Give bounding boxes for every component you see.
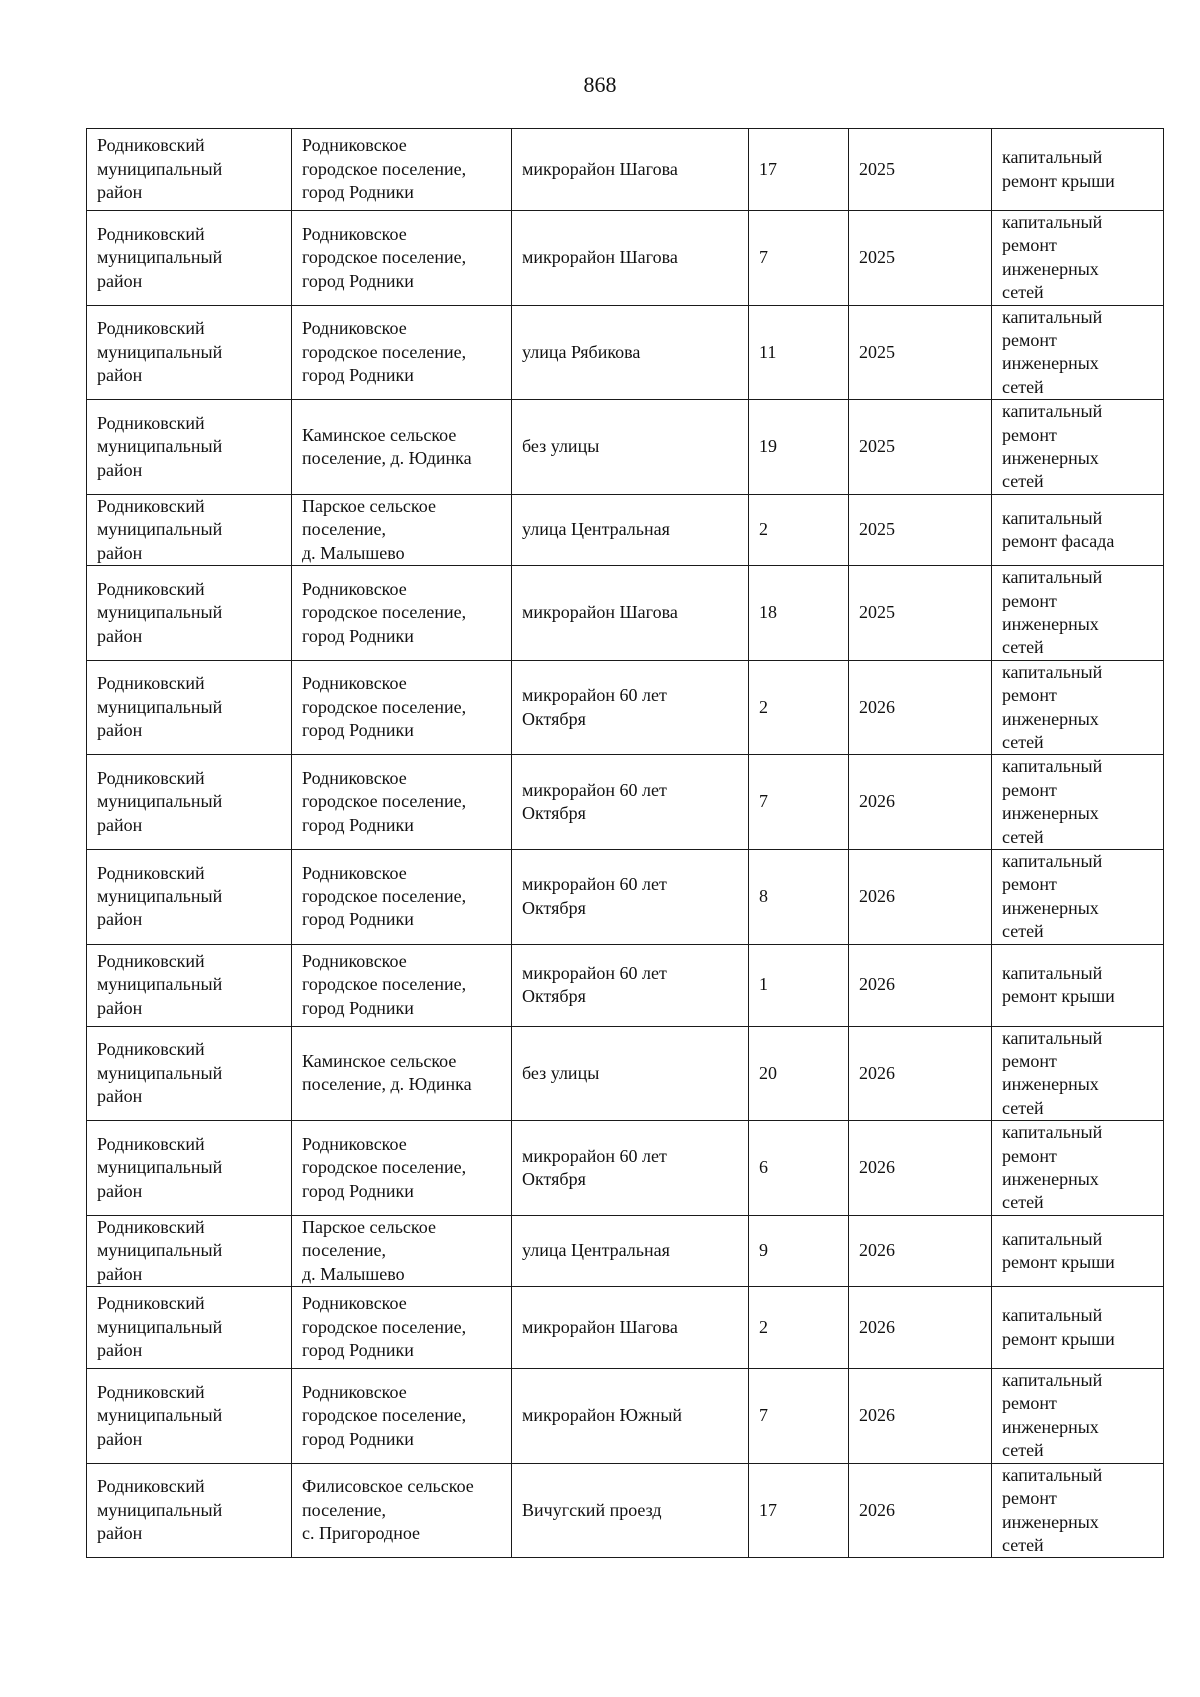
- cell-street: микрорайон Шагова: [512, 129, 749, 211]
- cell-house-number: 2: [749, 660, 849, 755]
- cell-house-number: 20: [749, 1026, 849, 1121]
- cell-year: 2025: [849, 305, 992, 400]
- cell-work-type: капитальный ремонт инженерных сетей: [992, 211, 1164, 306]
- cell-street: микрорайон 60 лет Октября: [512, 1121, 749, 1216]
- cell-house-number: 9: [749, 1215, 849, 1286]
- cell-settlement: Родниковское городское поселение, город Родники: [292, 944, 512, 1026]
- cell-district: Родниковский муниципальный район: [87, 755, 292, 850]
- cell-work-type: капитальный ремонт инженерных сетей: [992, 566, 1164, 661]
- cell-district: Родниковский муниципальный район: [87, 1121, 292, 1216]
- cell-street: микрорайон 60 лет Октября: [512, 755, 749, 850]
- cell-work-type: капитальный ремонт инженерных сетей: [992, 1463, 1164, 1558]
- cell-work-type: капитальный ремонт инженерных сетей: [992, 400, 1164, 495]
- cell-year: 2026: [849, 1287, 992, 1369]
- cell-house-number: 7: [749, 1369, 849, 1464]
- cell-street: улица Центральная: [512, 1215, 749, 1286]
- cell-house-number: 2: [749, 494, 849, 565]
- cell-settlement: Каминское сельское поселение, д. Юдинка: [292, 1026, 512, 1121]
- cell-year: 2026: [849, 660, 992, 755]
- cell-house-number: 7: [749, 755, 849, 850]
- cell-district: Родниковский муниципальный район: [87, 944, 292, 1026]
- cell-year: 2025: [849, 566, 992, 661]
- cell-year: 2025: [849, 400, 992, 495]
- cell-work-type: капитальный ремонт инженерных сетей: [992, 849, 1164, 944]
- cell-settlement: Родниковское городское поселение, город Родники: [292, 566, 512, 661]
- cell-house-number: 19: [749, 400, 849, 495]
- cell-work-type: капитальный ремонт инженерных сетей: [992, 1026, 1164, 1121]
- cell-street: микрорайон 60 лет Октября: [512, 944, 749, 1026]
- cell-house-number: 17: [749, 1463, 849, 1558]
- table-row: [87, 211, 1164, 306]
- cell-settlement: Парское сельское поселение, д. Малышево: [292, 1215, 512, 1286]
- table-row: [87, 494, 1164, 565]
- cell-work-type: капитальный ремонт крыши: [992, 129, 1164, 211]
- cell-district: Родниковский муниципальный район: [87, 1369, 292, 1464]
- table-row: [87, 305, 1164, 400]
- table-row: [87, 660, 1164, 755]
- cell-district: Родниковский муниципальный район: [87, 660, 292, 755]
- cell-house-number: 11: [749, 305, 849, 400]
- cell-street: без улицы: [512, 1026, 749, 1121]
- cell-house-number: 2: [749, 1287, 849, 1369]
- cell-district: Родниковский муниципальный район: [87, 494, 292, 565]
- cell-district: Родниковский муниципальный район: [87, 1463, 292, 1558]
- table-row: [87, 755, 1164, 850]
- table-row: [87, 129, 1164, 211]
- table-row: [87, 400, 1164, 495]
- cell-year: 2026: [849, 944, 992, 1026]
- cell-work-type: капитальный ремонт инженерных сетей: [992, 1369, 1164, 1464]
- cell-settlement: Каминское сельское поселение, д. Юдинка: [292, 400, 512, 495]
- table-row: [87, 566, 1164, 661]
- table-row: [87, 849, 1164, 944]
- cell-district: Родниковский муниципальный район: [87, 400, 292, 495]
- cell-work-type: капитальный ремонт инженерных сетей: [992, 755, 1164, 850]
- table-row: [87, 1121, 1164, 1216]
- cell-settlement: Родниковское городское поселение, город Родники: [292, 755, 512, 850]
- table-row: [87, 1026, 1164, 1121]
- cell-work-type: капитальный ремонт инженерных сетей: [992, 660, 1164, 755]
- cell-year: 2026: [849, 1026, 992, 1121]
- cell-year: 2026: [849, 755, 992, 850]
- table-row: [87, 1463, 1164, 1558]
- cell-work-type: капитальный ремонт инженерных сетей: [992, 305, 1164, 400]
- cell-settlement: Филисовское сельское поселение, с. Пригородное: [292, 1463, 512, 1558]
- cell-settlement: Родниковское городское поселение, город Родники: [292, 849, 512, 944]
- cell-settlement: Родниковское городское поселение, город Родники: [292, 1287, 512, 1369]
- cell-year: 2026: [849, 1121, 992, 1216]
- cell-street: Вичугский проезд: [512, 1463, 749, 1558]
- cell-year: 2026: [849, 1369, 992, 1464]
- cell-district: Родниковский муниципальный район: [87, 129, 292, 211]
- cell-street: улица Рябикова: [512, 305, 749, 400]
- page-number: 868: [583, 72, 617, 97]
- cell-district: Родниковский муниципальный район: [87, 849, 292, 944]
- cell-year: 2025: [849, 129, 992, 211]
- cell-district: Родниковский муниципальный район: [87, 1215, 292, 1286]
- table-body: [87, 129, 1164, 1558]
- cell-district: Родниковский муниципальный район: [87, 211, 292, 306]
- cell-street: улица Центральная: [512, 494, 749, 565]
- cell-house-number: 1: [749, 944, 849, 1026]
- cell-work-type: капитальный ремонт фасада: [992, 494, 1164, 565]
- table-row: [87, 1369, 1164, 1464]
- cell-settlement: Родниковское городское поселение, город Родники: [292, 660, 512, 755]
- cell-settlement: Родниковское городское поселение, город Родники: [292, 1121, 512, 1216]
- table-row: [87, 1287, 1164, 1369]
- cell-year: 2025: [849, 211, 992, 306]
- cell-settlement: Родниковское городское поселение, город Родники: [292, 211, 512, 306]
- cell-house-number: 17: [749, 129, 849, 211]
- cell-settlement: Парское сельское поселение, д. Малышево: [292, 494, 512, 565]
- cell-street: микрорайон Шагова: [512, 1287, 749, 1369]
- cell-work-type: капитальный ремонт крыши: [992, 944, 1164, 1026]
- cell-house-number: 8: [749, 849, 849, 944]
- cell-settlement: Родниковское городское поселение, город Родники: [292, 1369, 512, 1464]
- cell-year: 2026: [849, 1215, 992, 1286]
- cell-street: микрорайон Южный: [512, 1369, 749, 1464]
- cell-street: микрорайон Шагова: [512, 211, 749, 306]
- cell-house-number: 7: [749, 211, 849, 306]
- cell-work-type: капитальный ремонт крыши: [992, 1215, 1164, 1286]
- cell-district: Родниковский муниципальный район: [87, 1026, 292, 1121]
- cell-house-number: 18: [749, 566, 849, 661]
- housing-repair-table: [86, 128, 1164, 1558]
- cell-house-number: 6: [749, 1121, 849, 1216]
- cell-street: микрорайон 60 лет Октября: [512, 660, 749, 755]
- cell-work-type: капитальный ремонт инженерных сетей: [992, 1121, 1164, 1216]
- cell-district: Родниковский муниципальный район: [87, 566, 292, 661]
- table-row: [87, 1215, 1164, 1286]
- cell-settlement: Родниковское городское поселение, город Родники: [292, 305, 512, 400]
- cell-street: микрорайон 60 лет Октября: [512, 849, 749, 944]
- table-row: [87, 944, 1164, 1026]
- cell-street: без улицы: [512, 400, 749, 495]
- cell-street: микрорайон Шагова: [512, 566, 749, 661]
- cell-work-type: капитальный ремонт крыши: [992, 1287, 1164, 1369]
- cell-settlement: Родниковское городское поселение, город Родники: [292, 129, 512, 211]
- cell-district: Родниковский муниципальный район: [87, 1287, 292, 1369]
- cell-year: 2026: [849, 1463, 992, 1558]
- cell-year: 2026: [849, 849, 992, 944]
- cell-district: Родниковский муниципальный район: [87, 305, 292, 400]
- cell-year: 2025: [849, 494, 992, 565]
